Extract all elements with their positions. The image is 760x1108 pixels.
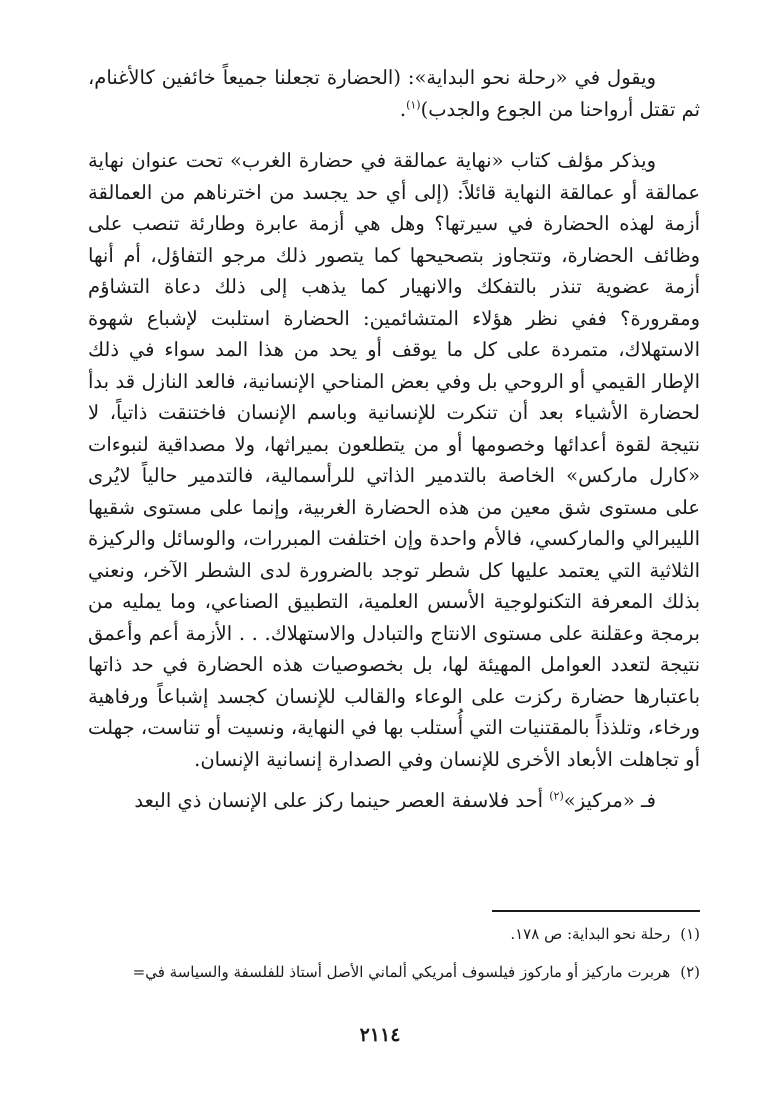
footnote-ref-1: (١) <box>406 98 421 111</box>
page-number: ٢١١٤ <box>359 1024 401 1046</box>
paragraph-2: ويذكر مؤلف كتاب «نهاية عمالقة في حضارة الغرب» تحت عنوان نهاية عمالقة أو عمالقة النهاية قائلاً: (إلى أي حد يجسد من اخترناهم من العمالقة أزمة لهذه الحضارة في سيرتها؟ وهل هي أزمة عابرة وطارئة تنصب على وظائف الحضارة، وتتجاوز بتصحيحها كما يتصور ذلك مرجو التفاؤل، أم أنها أزمة عضوية تنذر بالتفكك والانهيار كما يذهب إلى ذلك دعاة التشاؤم ومقرورة؟ ففي نظر هؤلاء المتشائمين: الحضارة استلبت لإشباع شهوة الاستهلاك، متمردة على كل ما يوقف أو يحد من هذا المد سواء في ذلك الإطار القيمي أو الروحي بل وفي بعض المناحي الإنسانية، فالعد النازل قد بدأ لحضارة الأشياء بعد أن تنكرت للإنسانية وباسم الإنسان فاختنقت ذاتياً، لا نتيجة لقوة أعدائها وخصومها أو من يتطلعون بميراثها، ولا مصداقية لنبوءات «كارل ماركس» الخاصة بالتدمير الذاتي للرأسمالية، فالتدمير حالياً لايُرى على مستوى شق معين من هذه الحضارة الغربية، وإنما على مستوى شقيها الليبرالي والماركسي، فالأم واحدة وإن اختلفت المبررات، والوسائل والركيزة الثلاثية التي يعتمد عليها كل شطر توجد بالضرورة لدى الشطر الآخر، ونعني بذلك المعرفة التكنولوجية الأسس العلمية، التطبيق الصناعي، وما يمليه من برمجة وعقلنة على مستوى الانتاج والتبادل والاستهلاك. . . الأزمة أعم وأعمق نتيجة لتعدد العوامل المهيئة لها، بل بخصوصيات هذه الحضارة في حد ذاتها باعتبارها حضارة ركزت على الوعاء والقالب للإنسان كجسد إشباعاً ورفاهية ورخاء، وتلذذاً بالمقتنيات التي أُستلب بها في النهاية، ونسيت أو تناست، جهلت أو تجاهلت الأبعاد الأخرى للإنسان وفي الصدارة إنسانية الإنسان. <box>88 149 700 771</box>
footnote-1 <box>52 922 700 946</box>
footnote-1-text: رحلة نحو البداية: ص ١٧٨. <box>510 925 671 943</box>
footnote-2-number: (٢) <box>680 963 700 981</box>
footnote-divider <box>492 910 700 912</box>
footnote-1-number: (١) <box>680 925 700 943</box>
main-text <box>88 62 700 817</box>
paragraph-1-text: ويقول في «رحلة نحو البداية»: (الحضارة تجعلنا جميعاً خائفين كالأغنام، ثم تقتل أرواحنا من الجوع والجدب) <box>88 66 700 121</box>
paragraph-1 <box>88 62 700 125</box>
paragraph-3-lead: فـ «مركيز» <box>563 789 656 812</box>
footnotes <box>52 922 700 998</box>
paragraph-1-tail: . <box>399 97 407 121</box>
paragraph-3 <box>88 785 700 817</box>
paragraph-3-text: أحد فلاسفة العصر حينما ركز على الإنسان ذي البعد <box>134 789 550 812</box>
footnote-2-text: هربرت ماركيز أو ماركوز فيلسوف أمريكي ألماني الأصل أستاذ للفلسفة والسياسة في= <box>132 963 671 981</box>
footnote-ref-2: (٢) <box>549 789 564 803</box>
footnote-2 <box>52 960 700 984</box>
